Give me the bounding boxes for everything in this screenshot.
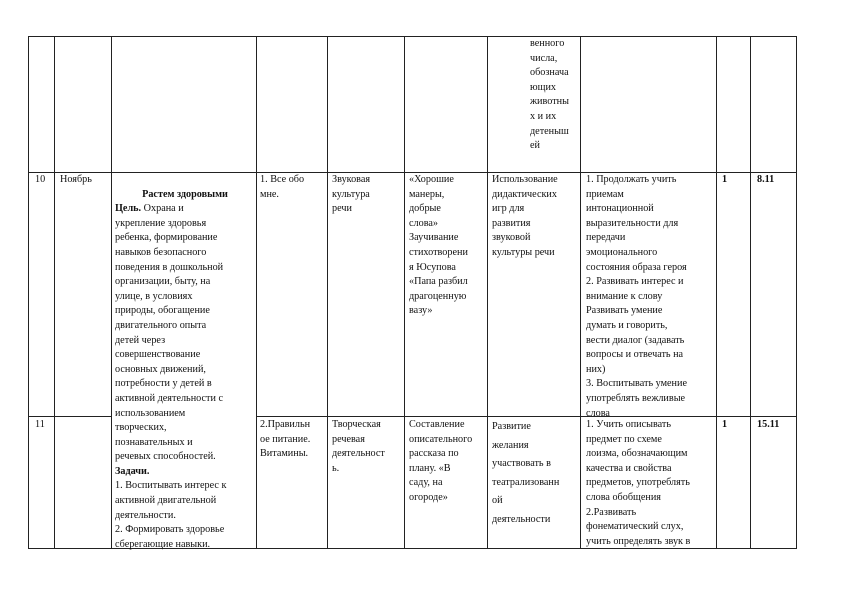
grid-line [404,36,405,548]
prev-row-goals-cell: венного числа, обознача ющих животны х и их детеныш ей [530,38,569,152]
hours-cell: 1 [722,174,728,185]
grid-line [327,36,328,548]
grid-line [111,36,112,548]
subtopic-cell: 2.Правильн ое питание. Витамины. [260,419,311,460]
grid-line [28,416,112,417]
subtopic-cell: 1. Все обо мне. [260,174,305,200]
theme-cell [115,173,255,552]
grid-line [28,36,29,548]
date-cell: 8.11 [757,174,775,185]
objectives-cell: 1. Продолжать учить приемам интонационной выразительности для передачи эмоционального состояния образа героя 2. Развивать интерес и внимание к слову Развивать умение думать и говорить, вести диалог (задавать вопросы и отвечать на них) 3. Воспитывать умение употреблять вежливые слова [586,174,687,419]
row-number: 10 [35,174,46,185]
tasks-label: Задачи. [115,465,150,477]
goal-text: Охрана и укрепление здоровья ребенка, формирование навыков безопасного поведения в дошкольной организации, быту, на улице, в условиях природы, обогащение двигательного опыта детей через совершенствование основных движений, потребности у детей в активной деятельности с использованием творческих, познавательных и речевых способностей. [115,203,224,463]
date-cell: 15.11 [757,419,780,430]
grid-line [796,36,797,548]
grid-line [580,36,581,548]
month-cell: Ноябрь [60,174,92,185]
lesson-topic-cell: «Хорошие манеры, добрые слова» Заучивание стихотворени я Юсупова «Папа разбил драгоценную вазу» [409,174,468,317]
method-cell: Развитие желания участвовать в театрализованн ой деятельности [492,421,560,525]
goal-label: Цель. [115,203,142,215]
objectives-cell: 1. Учить описывать предмет по схеме лоизма, обозначающим качества и свойства предметов, употреблять слова обобщения 2.Развивать фонематический слух, учить определять звук в [586,419,691,547]
hours-cell: 1 [722,419,728,430]
tasks-text: 1. Воспитывать интерес к активной двигательной деятельности. 2. Формировать здоровье сберегающие навыки. [115,480,227,550]
method-cell: Использование дидактических игр для развития звуковой культуры речи [492,174,558,258]
grid-line [750,36,751,548]
grid-line [256,36,257,548]
grid-line [487,36,488,548]
lesson-topic-cell: Составление описательного рассказа по плану. «В саду, на огороде» [409,419,473,503]
grid-line [28,36,797,37]
grid-line [716,36,717,548]
section-cell: Творческая речевая деятельност ь. [332,419,385,474]
theme-title: Растем здоровыми [142,188,228,200]
grid-line [54,36,55,548]
section-cell: Звуковая культура речи [332,174,371,215]
row-number: 11 [35,419,45,430]
